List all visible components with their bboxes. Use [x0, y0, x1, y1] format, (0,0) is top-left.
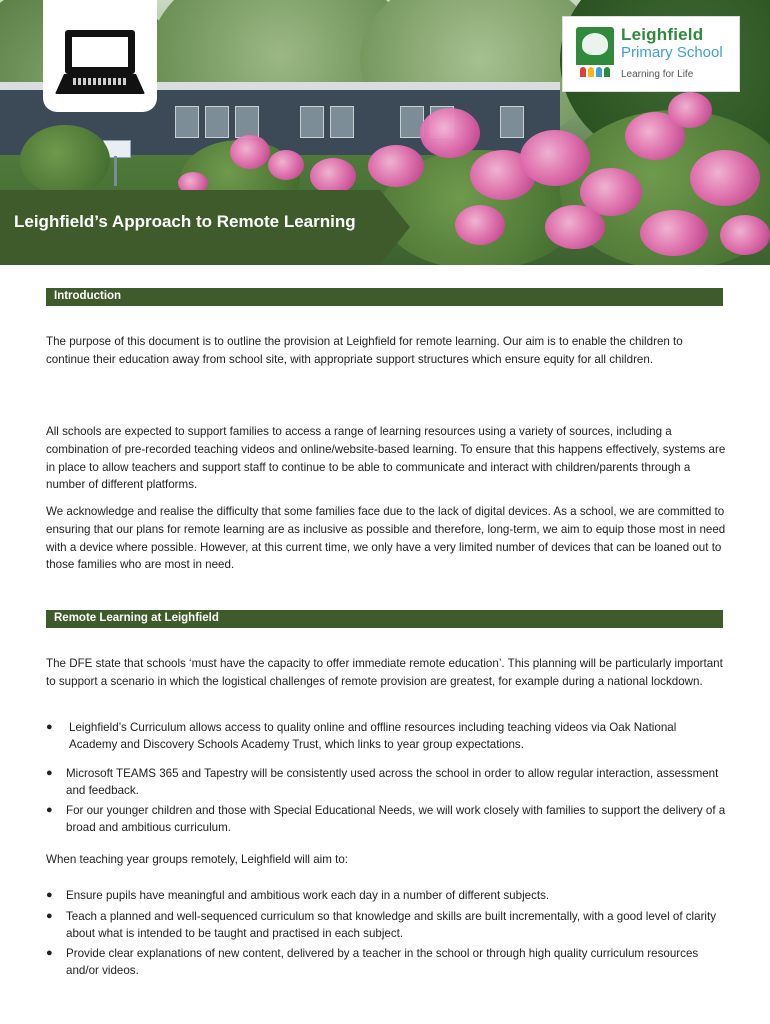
list-item: ● Microsoft TEAMS 365 and Tapestry will be consistently used across the school in order to allow regular interaction, assessment and feedback. [46, 767, 719, 797]
bullet-icon: ● [46, 947, 53, 959]
bullet-icon: ● [46, 889, 53, 901]
intro-paragraph: We acknowledge and realise the difficulty that some families face due to the lack of digital devices. As a school, we are committed to ensuring that our plans for remote learning are as inclusive as possible and therefore, long-term, we aim to equip those most in need with a device where possible. However, at this current time, we only have a very limited number of devices that can be loaned out to those families who are most in need. [46, 505, 726, 572]
intro-paragraph: The purpose of this document is to outline the provision at Leighfield for remote learning. Our aim is to enable the children to continue their education away from school site, with appropriate support structures which ensure equity for all children. [46, 335, 683, 366]
list-item: ● Ensure pupils have meaningful and ambitious work each day in a number of different subjects. [46, 889, 550, 902]
flower-cluster [720, 215, 770, 255]
bullet-icon: ● [46, 767, 53, 779]
flower-cluster [420, 108, 480, 158]
flower-cluster [668, 92, 712, 128]
list-item: ● For our younger children and those with Special Educational Needs, we will work closely with families to support the delivery of a broad and ambitious curriculum. [46, 804, 726, 834]
list-item: ● Provide clear explanations of new content, delivered by a teacher in the school or through high quality curriculum resources and/or videos. [46, 947, 699, 977]
flower-cluster [455, 205, 505, 245]
laptop-badge [43, 0, 157, 112]
flower-cluster [230, 135, 270, 169]
logo-name: Leighfield [621, 25, 704, 44]
flower-cluster [520, 130, 590, 186]
laptop-icon [65, 30, 135, 74]
list-item: ● Teach a planned and well-sequenced curriculum so that knowledge and skills are built incrementally, with a good level of clarity about what is intended to be taught and practised in each subject. [46, 910, 717, 940]
flower-cluster [690, 150, 760, 206]
aims-intro: When teaching year groups remotely, Leighfield will aim to: [46, 853, 349, 866]
intro-paragraph: All schools are expected to support families to access a range of learning resources using a variety of sources, including a combination of pre-recorded teaching videos and online/website-based learning. To ensure that this happens effectively, systems are in place to allow teachers and support staff to continue to be able to communicate and interact with children/parents through a number of different platforms. [46, 425, 726, 492]
bullet-icon: ● [46, 910, 53, 922]
flower-cluster [545, 205, 605, 249]
flower-cluster [640, 210, 708, 256]
logo-tagline: Learning for Life [621, 69, 694, 80]
list-item: ● Leighfield’s Curriculum allows access to quality online and offline resources including teaching videos via Oak National Academy and Discovery Schools Academy Trust, which links to year group expectations. [46, 721, 677, 751]
section-heading-introduction: Introduction [46, 288, 723, 306]
flower-cluster [268, 150, 304, 180]
flower-cluster [368, 145, 424, 187]
flower-cluster [310, 158, 356, 194]
school-emblem-icon [576, 27, 614, 79]
section-heading-remote-learning: Remote Learning at Leighfield [46, 610, 723, 628]
bullet-icon: ● [46, 721, 53, 733]
logo-subname: Primary School [621, 44, 723, 61]
remote-intro-paragraph: The DFE state that schools ‘must have the capacity to offer immediate remote education’. This planning will be particularly important to support a scenario in which the logistical challenges of remote provision are greatest, for example during a national lockdown. [46, 657, 723, 688]
bullet-icon: ● [46, 804, 53, 816]
school-logo [562, 16, 740, 92]
page-title: Leighfield’s Approach to Remote Learning [14, 212, 356, 231]
